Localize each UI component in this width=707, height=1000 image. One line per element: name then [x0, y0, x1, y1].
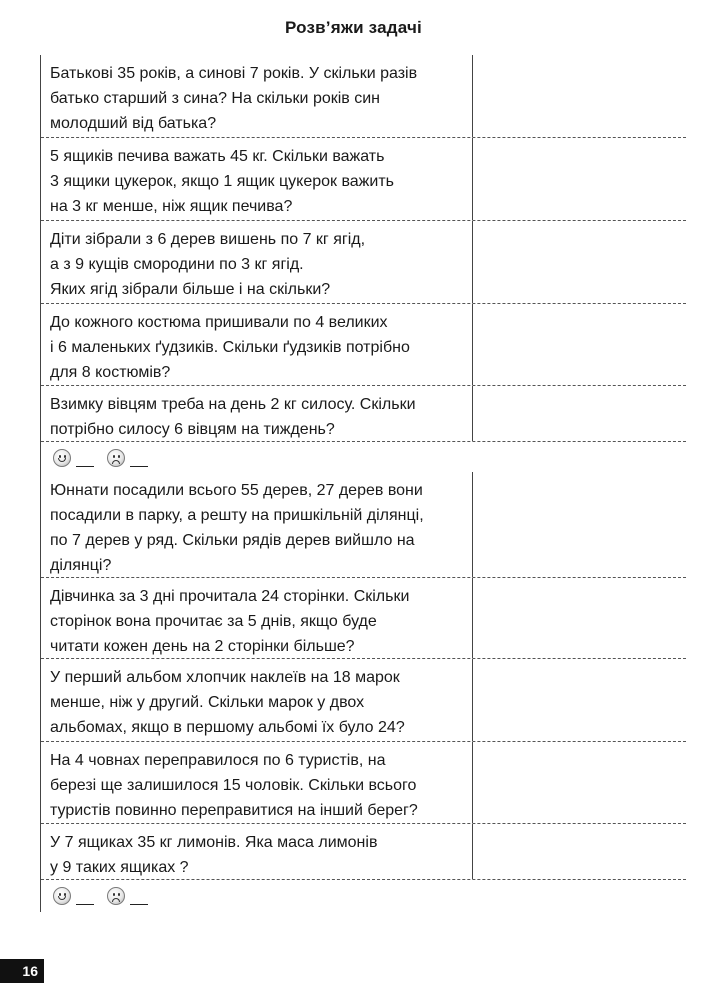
answer-blank[interactable]: [130, 454, 148, 467]
answer-column-divider: [472, 138, 473, 220]
task-row: [41, 824, 686, 880]
answer-column-divider: [472, 742, 473, 823]
task-text-line: у 9 таких ящиках ?: [50, 859, 189, 876]
task-table-1: [40, 55, 686, 474]
page-number: 16: [0, 959, 44, 983]
task-row: [41, 304, 686, 386]
answer-column-divider: [472, 55, 473, 137]
answer-column-divider: [472, 472, 473, 577]
sad-face-icon: [107, 449, 125, 467]
task-text-line: туристів повинно переправитися на інший берег?: [50, 802, 418, 819]
task-text-line: Діти зібрали з 6 дерев вишень по 7 кг ягід,: [50, 231, 366, 248]
task-text-line: Батькові 35 років, а синові 7 років. У скільки разів: [50, 65, 418, 82]
task-text-line: 5 ящиків печива важать 45 кг. Скільки важать: [50, 148, 385, 165]
smiling-face-icon: [53, 887, 71, 905]
task-text-line: До кожного костюма пришивали по 4 великих: [50, 314, 388, 331]
task-row: [41, 472, 686, 578]
self-assessment-happy: [53, 449, 94, 467]
self-assessment-row: [41, 442, 686, 474]
task-table-2: [40, 472, 686, 912]
sad-face-icon: [107, 887, 125, 905]
task-text-line: менше, ніж у другий. Скільки марок у двох: [50, 694, 365, 711]
answer-column-divider: [472, 386, 473, 441]
task-text-line: батько старший з сина? На скільки років син: [50, 90, 381, 107]
task-text-line: березі ще залишилося 15 чоловік. Скільки всього: [50, 777, 417, 794]
answer-column-divider: [472, 659, 473, 741]
task-text-line: сторінок вона прочитає за 5 днів, якщо буде: [50, 613, 377, 630]
task-text-line: 3 ящики цукерок, якщо 1 ящик цукерок важить: [50, 173, 394, 190]
task-row: [41, 221, 686, 304]
page-title: Розв’яжи задачі: [285, 18, 422, 37]
answer-blank[interactable]: [76, 454, 94, 467]
task-text-line: і 6 маленьких ґудзиків. Скільки ґудзиків потрібно: [50, 339, 410, 356]
task-text-line: на 3 кг менше, ніж ящик печива?: [50, 198, 293, 215]
self-assessment-sad: [107, 887, 148, 905]
task-text-line: Дівчинка за 3 дні прочитала 24 сторінки. Скільки: [50, 588, 410, 605]
task-text-line: молодший від батька?: [50, 115, 217, 132]
task-row: [41, 55, 686, 138]
answer-blank[interactable]: [130, 892, 148, 905]
task-text-line: У 7 ящиках 35 кг лимонів. Яка маса лимонів: [50, 834, 378, 851]
task-text-line: ділянці?: [50, 557, 112, 574]
self-assessment-happy: [53, 887, 94, 905]
self-assessment-sad: [107, 449, 148, 467]
task-text-line: Взимку вівцям треба на день 2 кг силосу. Скільки: [50, 396, 416, 413]
task-text-line: потрібно силосу 6 вівцям на тиждень?: [50, 421, 335, 438]
task-row: [41, 659, 686, 742]
task-text-line: для 8 костюмів?: [50, 364, 171, 381]
task-text-line: а з 9 кущів смородини по 3 кг ягід.: [50, 256, 304, 273]
task-text-line: Яких ягід зібрали більше і на скільки?: [50, 281, 331, 298]
task-text-line: по 7 дерев у ряд. Скільки рядів дерев вийшло на: [50, 532, 415, 549]
task-row: [41, 742, 686, 824]
task-text-line: читати кожен день на 2 сторінки більше?: [50, 638, 355, 655]
task-row: [41, 578, 686, 659]
answer-column-divider: [472, 221, 473, 303]
self-assessment-row: [41, 880, 686, 912]
answer-column-divider: [472, 824, 473, 879]
answer-column-divider: [472, 578, 473, 658]
task-row: [41, 138, 686, 221]
task-row: [41, 386, 686, 442]
smiling-face-icon: [53, 449, 71, 467]
answer-blank[interactable]: [76, 892, 94, 905]
task-text-line: На 4 човнах переправилося по 6 туристів, на: [50, 752, 386, 769]
task-text-line: посадили в парку, а решту на пришкільній ділянці,: [50, 507, 424, 524]
answer-column-divider: [472, 304, 473, 385]
task-text-line: альбомах, якщо в першому альбомі їх було 24?: [50, 719, 405, 736]
task-text-line: У перший альбом хлопчик наклеїв на 18 марок: [50, 669, 400, 686]
task-text-line: Юннати посадили всього 55 дерев, 27 дерев вони: [50, 482, 423, 499]
